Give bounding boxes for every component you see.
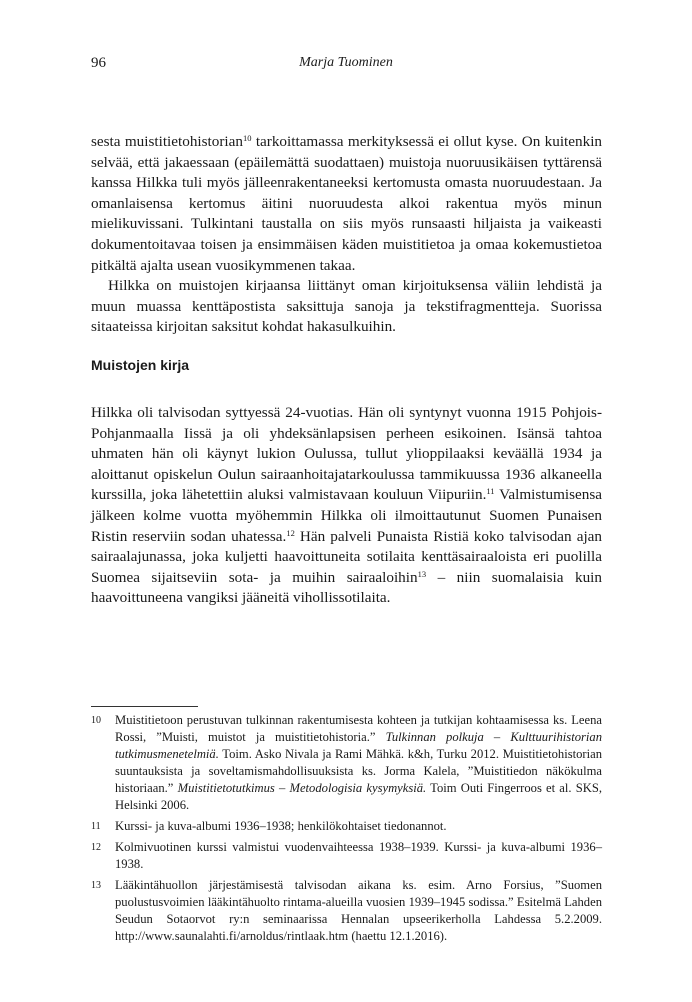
footnote-13: [91, 877, 602, 945]
footnote-text: Kolmivuotinen kurssi valmistui vuodenvaihteessa 1938–1939. Kurssi- ja kuva-albumi 1936–1938.: [115, 840, 602, 871]
page-number: 96: [91, 55, 106, 71]
footnote-number: 11: [91, 821, 101, 832]
footnote-ref-11[interactable]: 11: [486, 486, 495, 497]
footnote-ref-10[interactable]: 10: [242, 133, 252, 143]
footnote-text: Lääkintähuollon järjestämisestä talvisodan aikana ks. esim. Arno Forsius, ”Suomen puolustusvoimien lääkintähuolto rintama-alueilla vuosien 1939–1945 sodissa.” Esitelmä Lahden Seudun Sotaorvot ry:n seminaarissa Hennalan upseerikerholla Lahdessa 5.2.2009. http://www.saunalahti.fi/arnoldus/rintlaak.htm (haettu 12.1.2016).: [115, 878, 602, 943]
section-body: [91, 403, 602, 609]
paragraph: Hilkka on muistojen kirjaansa liittänyt oman kirjoituksensa väliin lehdistä ja muun muassa kenttäpostista saksittuja sanoja ja tekstifragmentteja. Suorissa sitaateissa kirjoitan saksitut kohdat hakasulkuihin.: [91, 277, 602, 336]
footnote-text: Muistitietoon perustuvan tulkinnan rakentumisesta kohteen ja tutkijan kohtaamisessa ks. Leena Rossi, ”Muisti, muistot ja muistitietohistoria.” Tulkinnan polkuja – Kulttuurihistorian tutkimusmenetelmiä. Toim. Asko Nivala ja Rami Mähkä. k&h, Turku 2012. Muistitietohistorian suuntauksista ja soveltamismahdollisuuksista ks. Jorma Kalela, ”Muistitiedon näkökulma historiaan.” Muistitietotutkimus – Metodologisia kysymyksiä. Toim Outi Fingerroos et al. SKS, Helsinki 2006.: [115, 713, 602, 812]
footnote-number: 13: [91, 880, 101, 891]
running-head: Marja Tuominen: [299, 55, 393, 70]
footnotes: [91, 712, 602, 949]
section-heading: Muistojen kirja: [91, 357, 190, 373]
footnote-ref-13[interactable]: 13: [417, 568, 427, 579]
paragraph: Hilkka oli talvisodan syttyessä 24-vuotias. Hän oli syntynyt vuonna 1915 Pohjois-Pohjanmaalla Iissä ja oli yhdeksänlapsisen perheen esikoinen. Isänsä tahtoa uhmaten hän oli käynyt lukion Oulussa, tullut ylioppilaaksi keväällä 1934 ja aloittanut opiskelun Oulun sairaanhoitajatarkoulussa tammikuussa 1936 alkaneella kurssilla, joka lähetettiin aluksi valmistavaan kouluun Viipuriin.$^{11}$ Valmistumisensa jälkeen kolme vuotta myöhemmin Hilkka oli ilmoittautunut Suomen Punaisen Ristin reserviin sodan uhatessa.$^{12}$ Hän palveli Punaista Ristiä koko talvisodan ajan sairaalajunassa, joka kuljetti haavoittuneita sotilaita kenttäsairaaloista eri puolilla Suomea sijaitseviin sota- ja muihin sairaaloihin$^{13}$ – niin suomalaisia kuin haavoittuneena vangiksi jääneitä vihollissotilaita.: [91, 404, 603, 607]
footnote-number: 12: [91, 842, 101, 853]
footnote-12: [91, 839, 602, 873]
footnote-text: Kurssi- ja kuva-albumi 1936–1938; henkilökohtaiset tiedonannot.: [115, 819, 447, 833]
footnote-11: [91, 818, 602, 835]
paragraph: sesta muistitietohistorian$^{10}$ tarkoittamassa merkityksessä ei ollut kyse. On kuitenkin selvää, että jakaessaan (epäilemättä suodattaen) muistoja nuoruusikäisen tyttärensä kanssa Hilkka tuli myös jälleenrakentaneeksi kertomusta omasta nuoruudestaan. Ja omanlaisensa kertomus äitini nuoruudesta alkoi rakentua myös minun mielikuvissani. Tulkintani taustalla on siis myös runsaasti hiljaista ja vaikeasti dokumentoitavaa toisen ja ensimmäisen käden muistitietoa ja omaa kokemustietoa pitkältä ajalta usean vuosikymmenen takaa.: [91, 133, 603, 274]
footnote-number: 10: [91, 715, 101, 726]
footnote-10: [91, 712, 602, 814]
footnote-divider: [91, 706, 198, 707]
footnote-ref-12[interactable]: 12: [286, 527, 295, 538]
section-intro-body: [91, 132, 602, 338]
